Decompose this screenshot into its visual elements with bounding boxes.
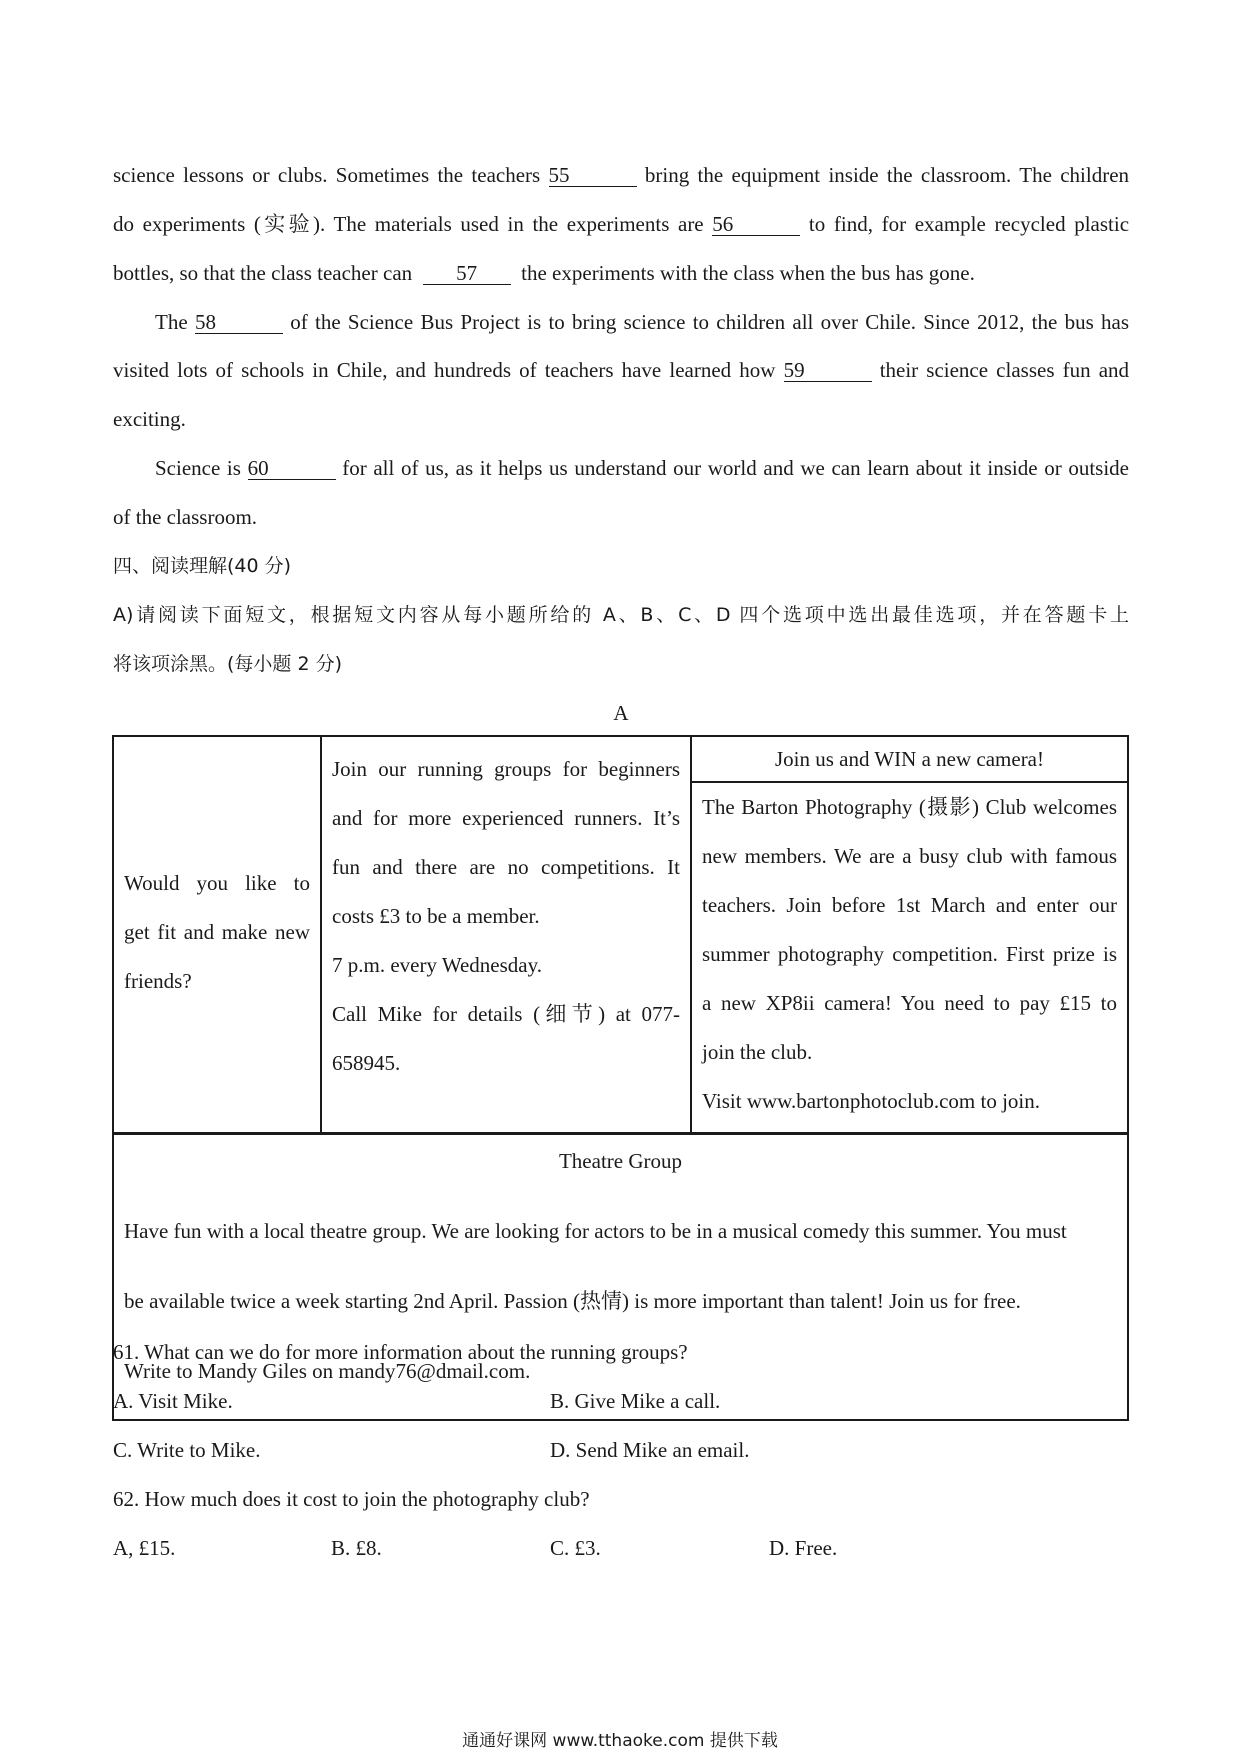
passage-text: the experiments with the class when the bus has gone.: [521, 261, 975, 285]
photo-ad-title-cell: [691, 736, 1128, 782]
running-question-cell: [113, 736, 321, 1134]
passage-line-6: exciting.: [113, 407, 186, 431]
passage-text: visited lots of schools in Chile, and hundreds of teachers have learned how: [113, 358, 776, 382]
running-ad-line: and for more experienced runners. It’s: [332, 806, 680, 830]
photo-ad-line: teachers. Join before 1st March and enter our: [702, 893, 1117, 917]
theatre-ad-line: Have fun with a local theatre group. We are looking for actors to be in a musical comedy this summer. You must: [124, 1219, 1067, 1243]
page-footer: 通通好课网 www.tthaoke.com 提供下载: [462, 1731, 778, 1751]
photo-ad-title: Join us and WIN a new camera!: [774, 747, 1044, 771]
blank-57: 57: [423, 262, 511, 285]
running-ad-line: 658945.: [332, 1051, 401, 1075]
passage-line-4: [155, 308, 1129, 336]
question-62-option-b: B. £8.: [331, 1536, 382, 1560]
passage-line-8: of the classroom.: [113, 505, 258, 529]
theatre-ad-line: Write to Mandy Giles on mandy76@dmail.com.: [124, 1359, 531, 1383]
running-ad-line: fun and there are no competitions. It: [332, 855, 680, 879]
photo-ad-line: Visit www.bartonphotoclub.com to join.: [702, 1089, 1041, 1113]
passage-text: to find, for example recycled plastic: [808, 212, 1130, 236]
section-heading: 四、阅读理解(40 分): [113, 555, 292, 577]
passage-line-3: [113, 259, 1129, 287]
question-62-stem: 62. How much does it cost to join the photography club?: [113, 1487, 590, 1511]
passage-label: A: [613, 701, 629, 725]
passage-line-2: [113, 210, 1129, 238]
running-ad-line: Join our running groups for beginners: [332, 757, 680, 781]
question-62-option-c: C. £3.: [550, 1536, 601, 1560]
running-ad-line: costs £3 to be a member.: [332, 904, 540, 928]
running-question-line: Would you like to: [124, 871, 310, 895]
question-61-option-b: B. Give Mike a call.: [550, 1389, 721, 1413]
theatre-ad-cell: [113, 1134, 1128, 1421]
blank-58: 58: [195, 311, 283, 334]
passage-text: The: [155, 310, 188, 334]
blank-56: 56: [712, 213, 800, 236]
section-instructions: A)请阅读下面短文，根据短文内容从每小题所给的 A、B、C、D 四个选项中选出最佳选项，并在答题卡上: [113, 604, 1129, 626]
ads-table: [112, 735, 1129, 1421]
running-question-line: friends?: [124, 969, 192, 993]
question-62-option-a: A, £15.: [113, 1536, 176, 1560]
running-ad-line: Call Mike for details (细节) at 077-: [332, 1002, 680, 1026]
blank-55: 55: [549, 164, 637, 187]
passage-line-5: [113, 356, 1129, 384]
blank-59: 59: [784, 359, 872, 382]
photo-ad-line: new members. We are a busy club with famous: [702, 844, 1117, 868]
question-61-option-d: D. Send Mike an email.: [550, 1438, 750, 1462]
photo-ad-line: join the club.: [702, 1040, 813, 1064]
question-61-option-a: A. Visit Mike.: [113, 1389, 233, 1413]
question-62-option-d: D. Free.: [769, 1536, 838, 1560]
photo-ad-line: The Barton Photography (摄影) Club welcomes: [702, 795, 1117, 819]
question-61-option-c: C. Write to Mike.: [113, 1438, 261, 1462]
passage-text: Science is: [155, 456, 241, 480]
passage-text: bottles, so that the class teacher can: [113, 261, 413, 285]
running-ad-line: 7 p.m. every Wednesday.: [332, 953, 542, 977]
passage-text: science lessons or clubs. Sometimes the teachers: [113, 163, 541, 187]
running-question-line: get fit and make new: [124, 920, 310, 944]
photo-ad-cell: [691, 782, 1128, 1134]
section-instructions-cont: 将该项涂黑。(每小题 2 分): [113, 653, 342, 675]
theatre-ad-line: be available twice a week starting 2nd April. Passion (热情) is more important than talent! Join us for free.: [124, 1289, 1021, 1313]
passage-text: bring the equipment inside the classroom. The children: [644, 163, 1130, 187]
passage-text: do experiments (实验). The materials used in the experiments are: [113, 212, 704, 236]
passage-text: their science classes fun and: [879, 358, 1130, 382]
passage-line-1: [113, 161, 1129, 189]
photo-ad-line: summer photography competition. First prize is: [702, 942, 1117, 966]
theatre-ad-title: Theatre Group: [558, 1149, 683, 1173]
blank-60: 60: [248, 457, 336, 480]
passage-text: for all of us, as it helps us understand our world and we can learn about it inside or outside: [342, 456, 1129, 480]
passage-line-7: [155, 454, 1129, 482]
question-61-stem: 61. What can we do for more information about the running groups?: [113, 1340, 688, 1364]
photo-ad-line: a new XP8ii camera! You need to pay £15 to: [702, 991, 1117, 1015]
passage-text: of the Science Bus Project is to bring science to children all over Chile. Since 2012, the bus has: [290, 310, 1130, 334]
running-ad-cell: [321, 736, 691, 1134]
